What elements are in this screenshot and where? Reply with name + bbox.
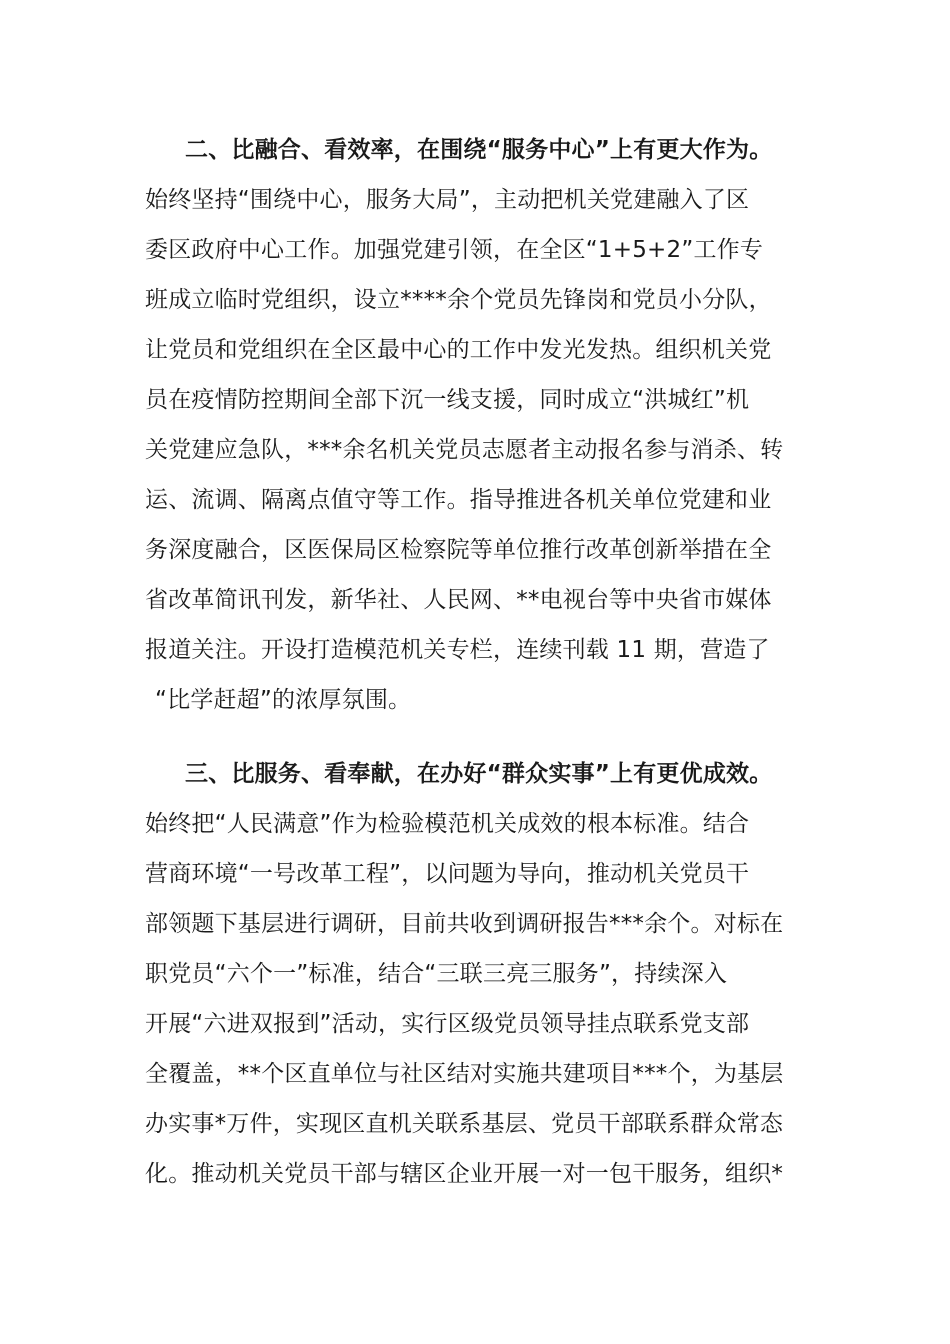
paragraph-line: 化。推动机关党员干部与辖区企业开展一对一包干服务，组织* — [145, 1161, 784, 1187]
paragraph-line: 委区政府中心工作。加强党建引领，在全区“1+5+2”工作专 — [145, 237, 764, 263]
paragraph-line: 让党员和党组织在全区最中心的工作中发光发热。组织机关党 — [145, 337, 772, 363]
paragraph-line: 始终坚持“围绕中心，服务大局”，主动把机关党建融入了区 — [145, 187, 750, 213]
paragraph-line: 省改革简讯刊发，新华社、人民网、**电视台等中央省市媒体 — [145, 587, 772, 613]
paragraph-line: 务深度融合，区医保局区检察院等单位推行改革创新举措在全 — [145, 537, 772, 563]
paragraph-line: 始终把“人民满意”作为检验模范机关成效的根本标准。结合 — [145, 811, 750, 837]
paragraph-line: 全覆盖，**个区直单位与社区结对实施共建项目***个，为基层 — [145, 1061, 784, 1087]
paragraph-line: 运、流调、隔离点值守等工作。指导推进各机关单位党建和业 — [145, 487, 772, 513]
paragraph-line: 报道关注。开设打造模范机关专栏，连续刊载 11 期，营造了 — [145, 637, 770, 663]
paragraph-line: 营商环境“一号改革工程”，以问题为导向，推动机关党员干 — [145, 861, 750, 887]
paragraph-spacer — [145, 725, 810, 749]
document-body — [145, 125, 810, 1199]
paragraph-line: 部领题下基层进行调研，目前共收到调研报告***余个。对标在 — [145, 911, 784, 937]
section-heading-3: 三、比服务、看奉献，在办好“群众实事”上有更优成效。 — [185, 761, 773, 787]
paragraph-line: 职党员“六个一”标准，结合“三联三亮三服务”，持续深入 — [145, 961, 728, 987]
paragraph-line: 班成立临时党组织，设立****余个党员先锋岗和党员小分队， — [145, 287, 772, 313]
paragraph-line: 开展“六进双报到”活动，实行区级党员领导挂点联系党支部 — [145, 1011, 750, 1037]
section-heading-2: 二、比融合、看效率，在围绕“服务中心”上有更大作为。 — [185, 137, 773, 163]
paragraph-line: 员在疫情防控期间全部下沉一线支援，同时成立“洪城红”机 — [145, 387, 750, 413]
paragraph-line: 办实事*万件，实现区直机关联系基层、党员干部联系群众常态 — [145, 1111, 784, 1137]
paragraph-line: “比学赶超”的浓厚氛围。 — [155, 687, 412, 713]
paragraph-line: 关党建应急队，***余名机关党员志愿者主动报名参与消杀、转 — [145, 437, 784, 463]
